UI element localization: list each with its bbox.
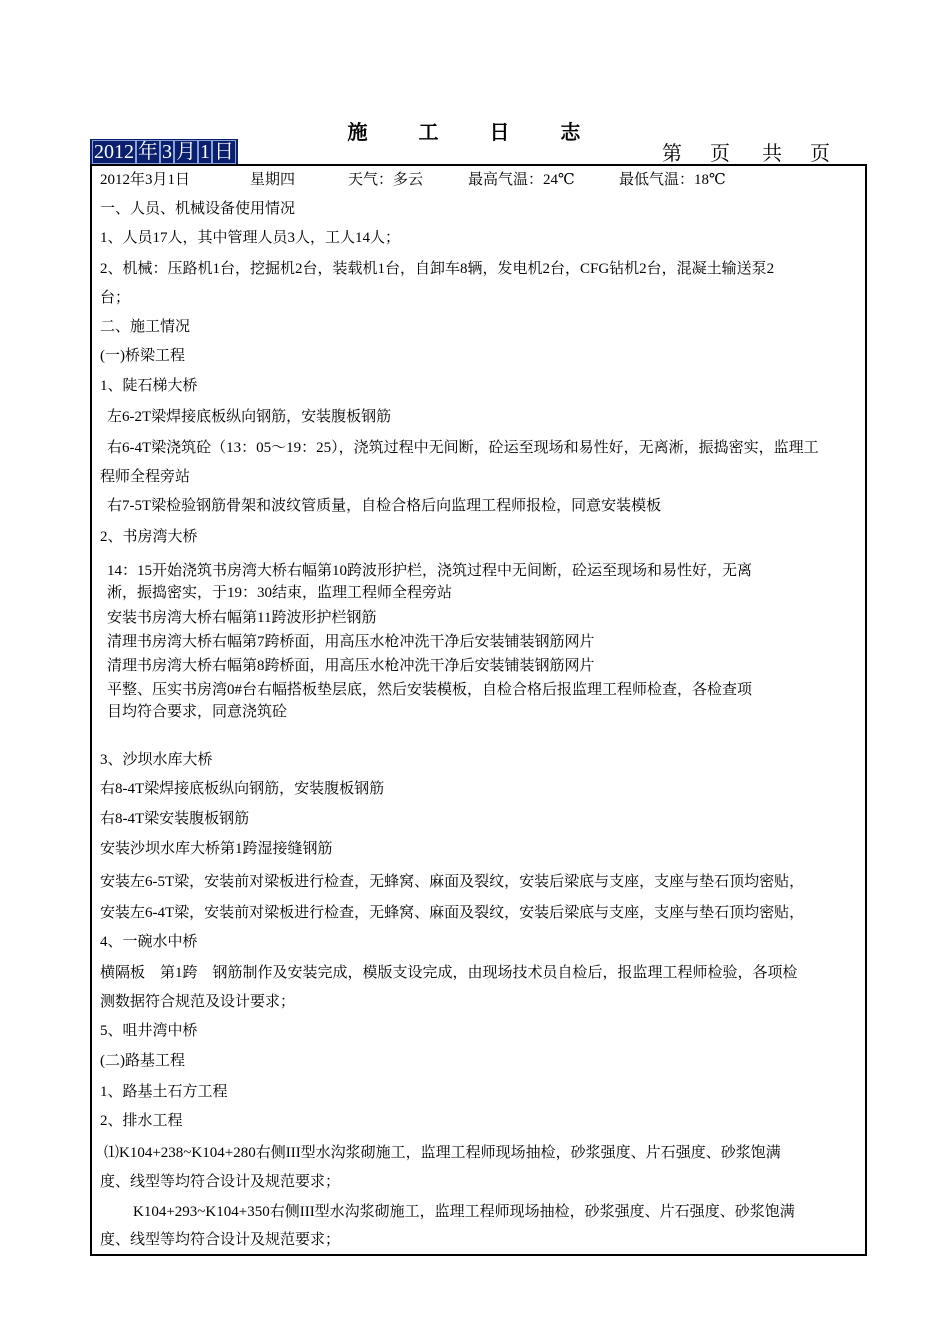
text-line: 目均符合要求，同意浇筑砼	[107, 704, 288, 720]
text-line: 安装书房湾大桥右幅第11跨波形护栏钢筋	[107, 610, 377, 626]
text-line: 右8-4T梁焊接底板纵向钢筋，安装腹板钢筋	[100, 781, 385, 797]
date-year: 2012	[94, 141, 134, 163]
text-line: 右7-5T梁检验钢筋骨架和波纹管质量，自检合格后向监理工程师报检，同意安装模板	[107, 498, 662, 514]
date-month-unit: 月	[176, 141, 196, 163]
text-line: 安装沙坝水库大桥第1跨湿接缝钢筋	[100, 841, 333, 857]
date-month: 3	[162, 141, 172, 163]
item-heading: 1、陡石梯大桥	[100, 378, 198, 394]
text-line: 平整、压实书房湾0#台右幅搭板垫层底，然后安装模板，自检合格后报监理工程师检查，各检查项	[107, 682, 753, 698]
info-high-temp: 最高气温：24℃	[468, 172, 575, 188]
info-date: 2012年3月1日	[100, 172, 191, 188]
info-low-temp: 最低气温：18℃	[619, 172, 726, 188]
date-day-unit: 日	[214, 141, 234, 163]
section-heading: 一、人员、机械设备使用情况	[100, 201, 296, 217]
text-line: 程师全程旁站	[100, 469, 191, 485]
text-line: K104+293~K104+350右侧III型水沟浆砌施工，监理工程师现场抽检，砂浆强度、片石强度、砂浆饱满	[133, 1204, 795, 1220]
info-weather: 天气：多云	[348, 172, 424, 188]
text-line: 台；	[100, 290, 131, 306]
date-day: 1	[200, 141, 210, 163]
text-line: 淅，振捣密实，于19：30结束，监理工程师全程旁站	[107, 585, 453, 601]
page-count	[662, 141, 830, 165]
text-line: 2、机械：压路机1台，挖掘机2台，装载机1台，自卸车8辆，发电机2台，CFG钻机2台，混凝土输送泵2	[100, 261, 775, 277]
subsection-heading: (一)桥梁工程	[100, 348, 185, 364]
text-line: 横隔板 第1跨 钢筋制作及安装完成，模版支设完成，由现场技术员自检后，报监理工程师检验，各项检	[100, 965, 798, 981]
item-heading: 4、一碗水中桥	[100, 934, 198, 950]
page-title: 施 工 日 志	[347, 120, 603, 144]
item-heading: 1、路基土石方工程	[100, 1084, 228, 1100]
item-heading: 3、沙坝水库大桥	[100, 752, 213, 768]
info-weekday: 星期四	[250, 172, 296, 188]
text-line: 右8-4T梁安装腹板钢筋	[100, 811, 250, 827]
text-line: 14：15开始浇筑书房湾大桥右幅第10跨波形护栏，浇筑过程中无间断，砼运至现场和易性好，无离	[107, 563, 753, 579]
text-line: 度、线型等均符合设计及规范要求；	[100, 1232, 341, 1248]
item-heading: 2、书房湾大桥	[100, 529, 198, 545]
date-field[interactable]	[90, 139, 238, 165]
text-line: 清理书房湾大桥右幅第8跨桥面，用高压水枪冲洗干净后安装铺装钢筋网片	[107, 658, 595, 674]
text-line: ⑴K104+238~K104+280右侧III型水沟浆砌施工，监理工程师现场抽检，砂浆强度、片石强度、砂浆饱满	[104, 1145, 781, 1161]
text-line: 1、人员17人，其中管理人员3人，工人14人；	[100, 230, 401, 246]
section-heading: 二、施工情况	[100, 319, 191, 335]
text-line: 测数据符合规范及设计要求；	[100, 994, 296, 1010]
text-line: 右6-4T梁浇筑砼（13：05～19：25），浇筑过程中无间断，砼运至现场和易性好，无离淅，振捣密实，监理工	[107, 440, 819, 456]
subsection-heading: (二)路基工程	[100, 1053, 185, 1069]
info-line	[100, 168, 726, 189]
text-line: 左6-2T梁焊接底板纵向钢筋，安装腹板钢筋	[107, 409, 392, 425]
page-label-di: 第	[662, 141, 682, 165]
text-line: 安装左6-4T梁，安装前对梁板进行检查，无蜂窝、麻面及裂纹，安装后梁底与支座，支座与垫石顶均密贴，	[100, 905, 805, 921]
text-line: 安装左6-5T梁，安装前对梁板进行检查，无蜂窝、麻面及裂纹，安装后梁底与支座，支座与垫石顶均密贴，	[100, 874, 805, 890]
page-label-ye-total: 页	[810, 141, 830, 165]
text-line: 度、线型等均符合设计及规范要求；	[100, 1174, 341, 1190]
date-year-unit: 年	[138, 141, 158, 163]
page-label-gong: 共	[762, 141, 782, 165]
text-line: 清理书房湾大桥右幅第7跨桥面，用高压水枪冲洗干净后安装铺装钢筋网片	[107, 634, 595, 650]
page-label-ye: 页	[710, 141, 730, 165]
item-heading: 2、排水工程	[100, 1113, 183, 1129]
item-heading: 5、咀井湾中桥	[100, 1023, 198, 1039]
